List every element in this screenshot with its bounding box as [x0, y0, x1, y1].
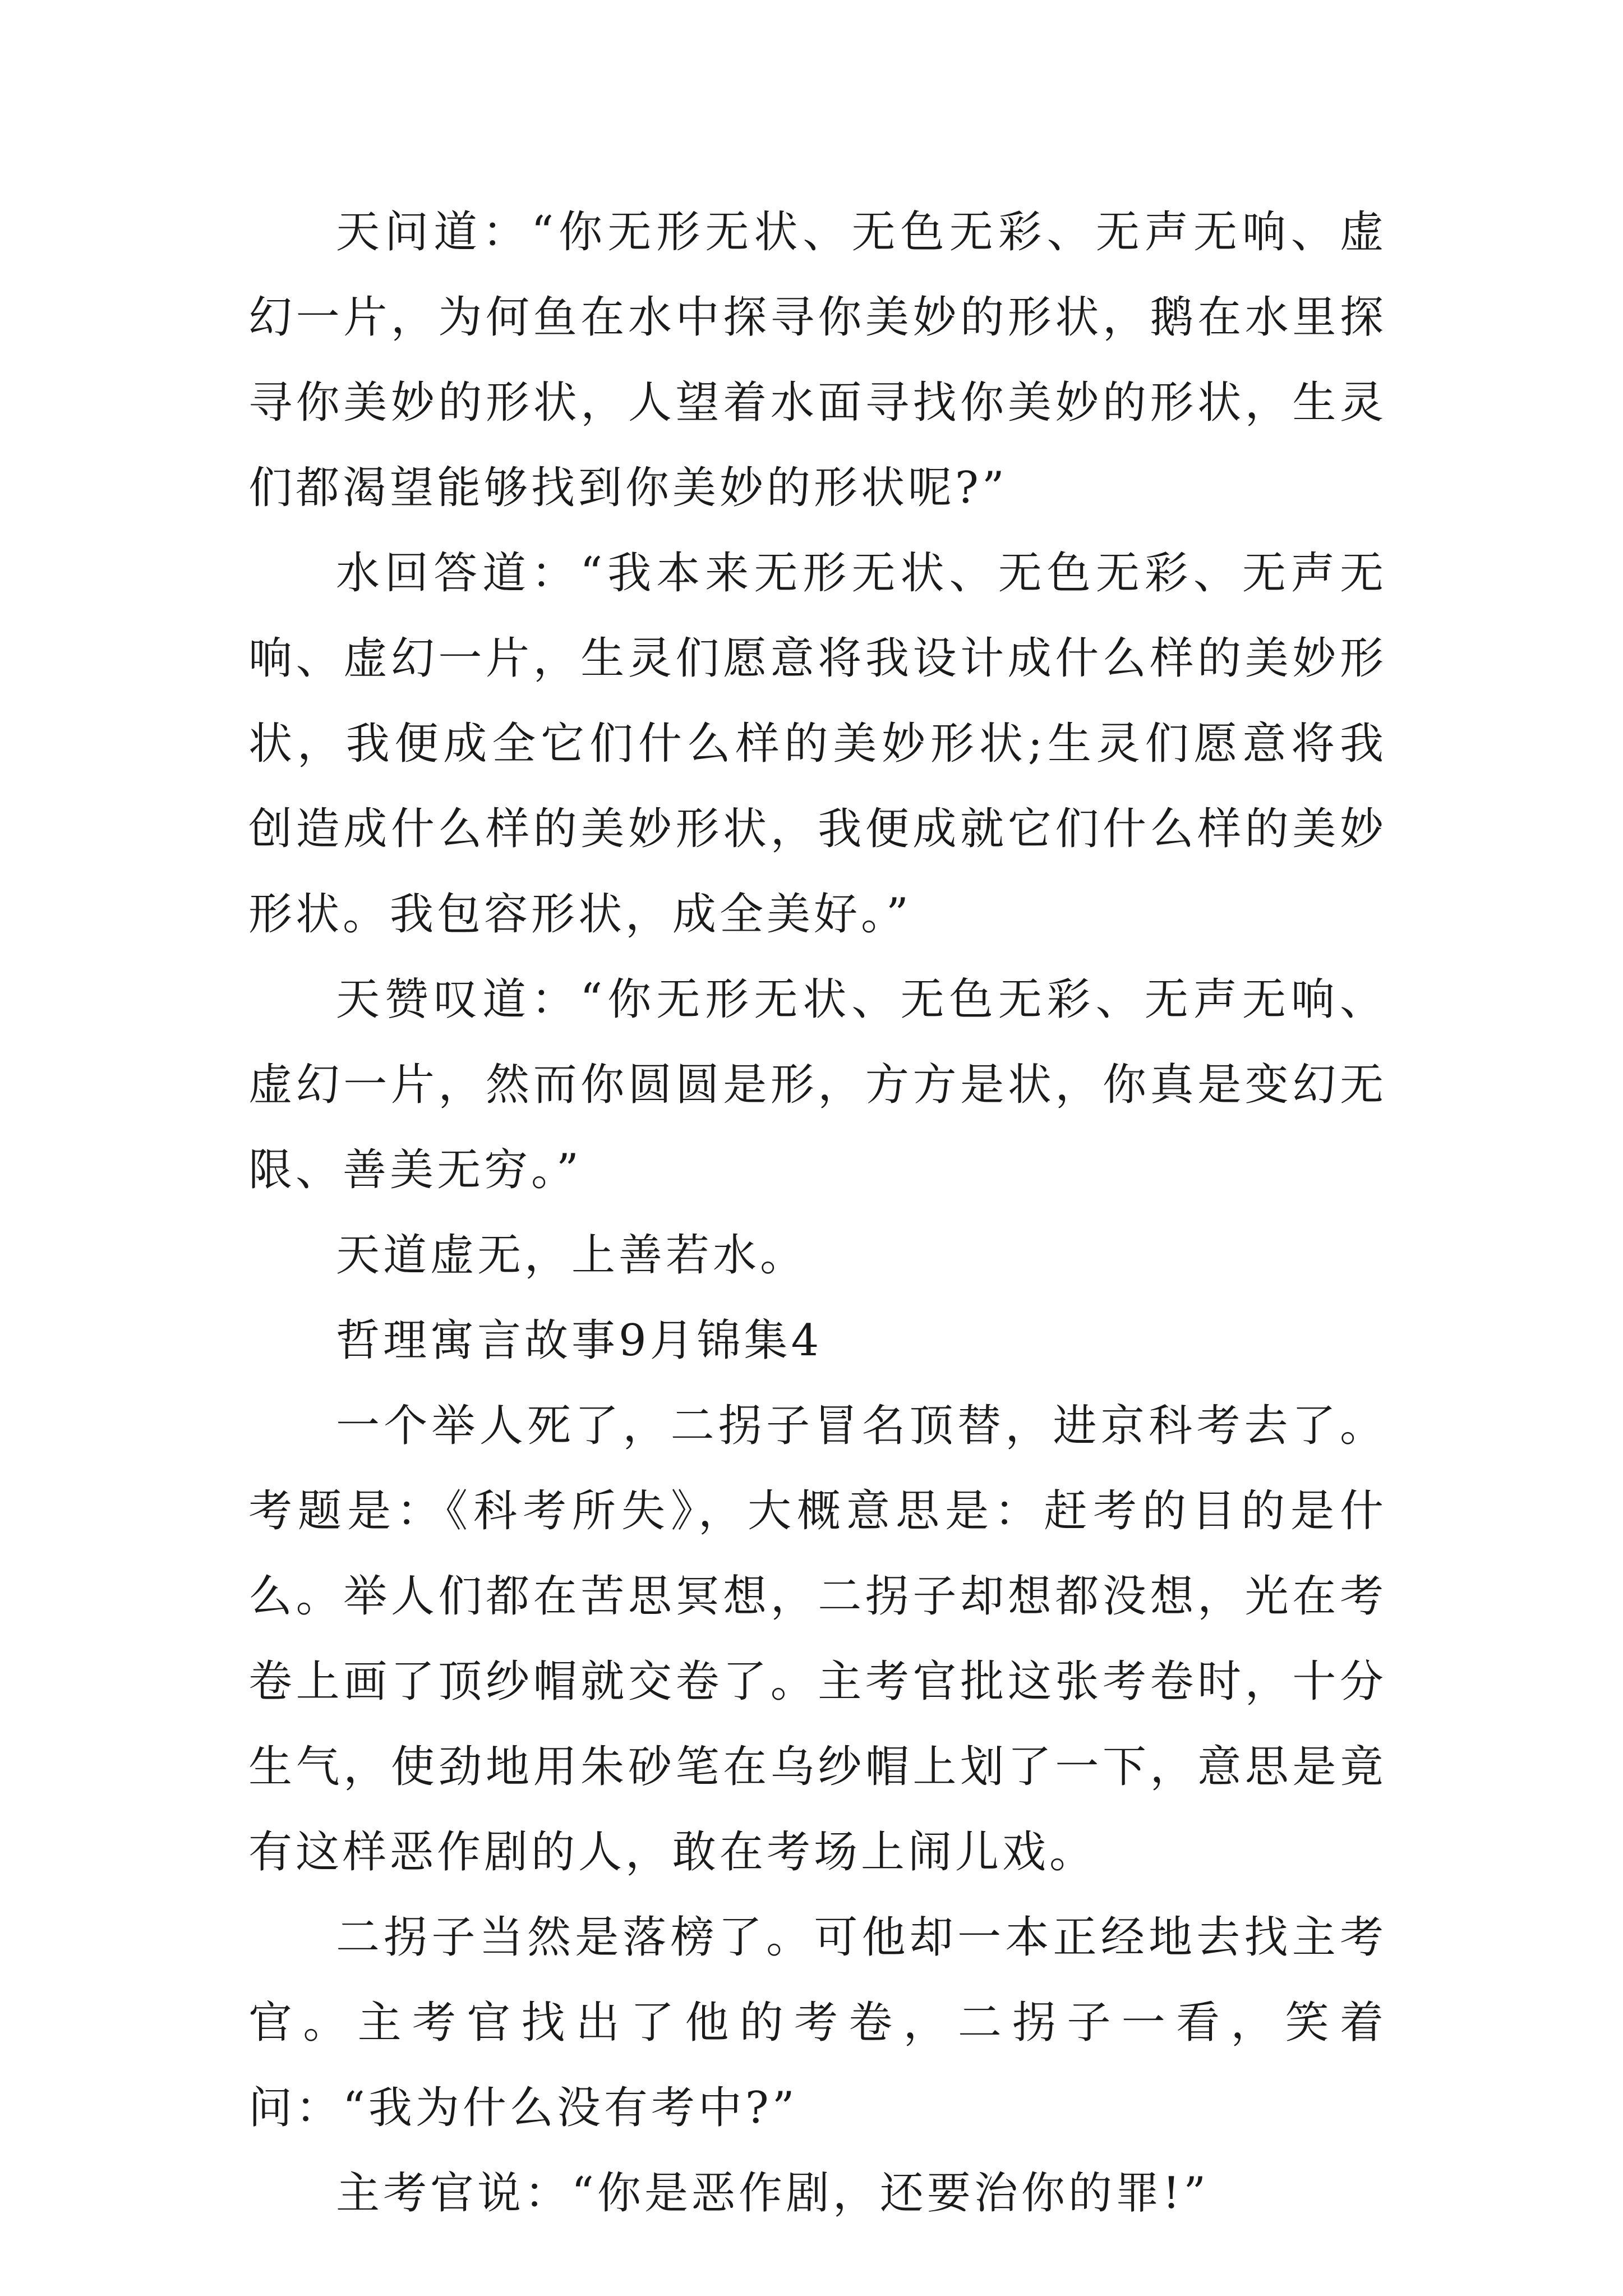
paragraph-heaven-praises: 天赞叹道：“你无形无状、无色无彩、无声无响、虚幻一片，然而你圆圆是形，方方是状，你真是变幻无限、善美无穷。” — [248, 974, 1387, 1195]
paragraph-moral: 天道虚无，上善若水。 — [336, 1230, 808, 1281]
paragraph-failed-exam: 二拐子当然是落榜了。可他却一本正经地去找主考官。主考官找出了他的考卷，二拐子一看，笑着问：“我为什么没有考中?” — [248, 1912, 1387, 2133]
paragraph-examiner-reply: 主考官说：“你是恶作剧，还要治你的罪!” — [336, 2168, 1210, 2219]
section-heading: 哲理寓言故事9月锦集4 — [336, 1315, 823, 1366]
paragraph-water-answers: 水回答道：“我本来无形无状、无色无彩、无声无响、虚幻一片，生灵们愿意将我设计成什么样的美妙形状，我便成全它们什么样的美妙形状;生灵们愿意将我创造成什么样的美妙形状，我便成就它们什么样的美妙形状。我包容形状，成全美好。” — [248, 548, 1387, 940]
paragraph-exam-story: 一个举人死了，二拐子冒名顶替，进京科考去了。考题是：《科考所失》，大概意思是：赶考的目的是什么。举人们都在苦思冥想，二拐子却想都没想，光在考卷上画了顶纱帽就交卷了。主考官批这张考卷时，十分生气，使劲地用朱砂笔在乌纱帽上划了一下，意思是竟有这样恶作剧的人，敢在考场上闹儿戏。 — [248, 1401, 1387, 1878]
paragraph-heaven-asks: 天问道：“你无形无状、无色无彩、无声无响、虚幻一片，为何鱼在水中探寻你美妙的形状，鹅在水里探寻你美妙的形状，人望着水面寻找你美妙的形状，生灵们都渴望能够找到你美妙的形状呢?” — [248, 207, 1387, 513]
body-text — [248, 190, 1387, 2236]
